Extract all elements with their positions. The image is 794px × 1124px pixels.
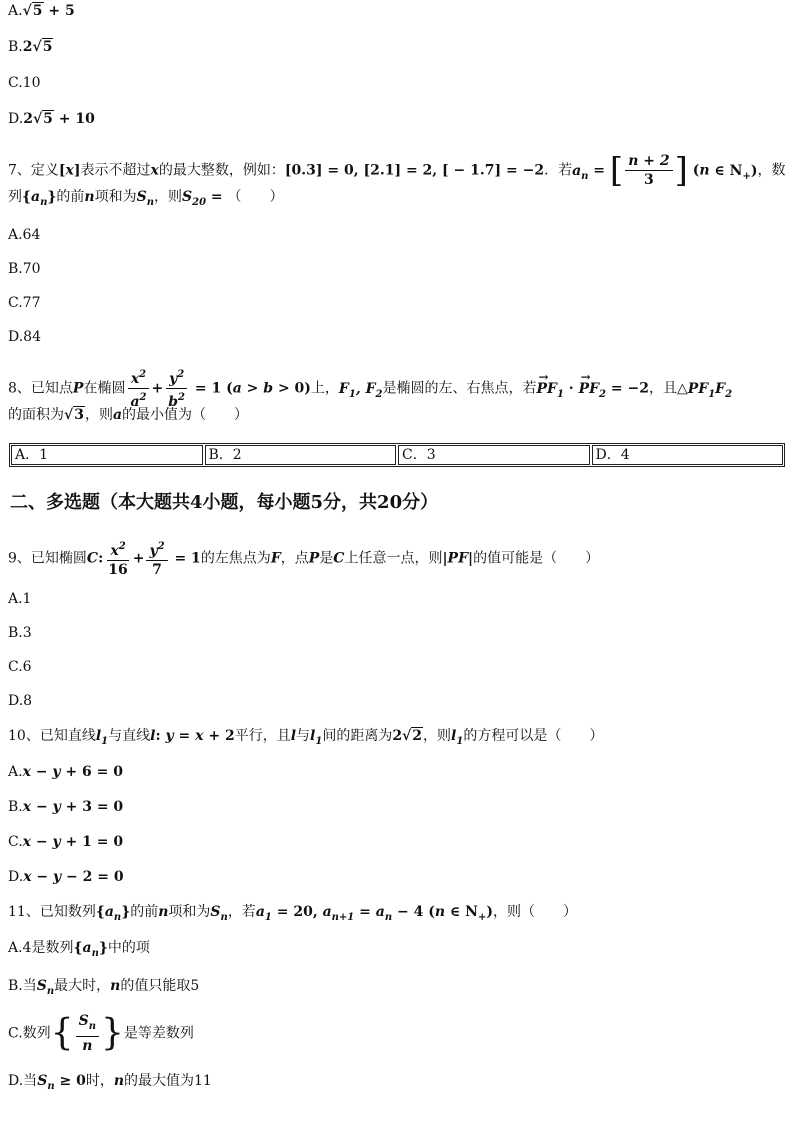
q10-stem: 10、已知直线$l_1$与直线l: y = x + 2平行，且l与$l_1$间的距离为2√2，则$l_1$的方程可以是（ ） xyxy=(8,728,604,747)
q10-option-d: D.x − y − 2 = 0 xyxy=(8,869,124,885)
q8-option-b: B．2 xyxy=(205,445,397,465)
q11-option-c: C.数列{ $\frac{S_n}{n}$ }是等差数列 xyxy=(8,1012,194,1054)
q9-option-d: D.8 xyxy=(8,693,33,709)
q8-options-table xyxy=(9,443,785,467)
q7-stem-line1: 7、定义[x]表示不超过x的最大整数，例如：[0.3] = 0, [2.1] = 2, [ − 1.7] = −2．若$a_n$ = [ $\frac{n + 2}{3}$ ] (n ∈ $N_+$)，数 xyxy=(8,150,786,191)
q8-option-c: C．3 xyxy=(398,445,590,465)
q7-option-b: B.70 xyxy=(8,261,41,277)
q7-option-d: D.84 xyxy=(8,329,41,345)
sqrt-5: √5 xyxy=(22,3,43,19)
q10-option-b: B.x − y + 3 = 0 xyxy=(8,799,124,815)
q7-stem-line2: 列$\{a_n\}$的前n项和为$S_n$，则$S_{20}$ = （ ） xyxy=(8,189,284,208)
q11-stem: 11、已知数列$\{a_n\}$的前n项和为$S_n$，若$a_1 = 20$, $a_{n+1} = a_n - 4$ (n ∈ $N_+$)，则（ ） xyxy=(8,904,577,923)
q6-option-d: D.2√5 + 10 xyxy=(8,111,95,127)
section-title-multiple-choice: 二、多选题（本大题共4小题，每小题5分，共20分） xyxy=(10,492,439,513)
q10-option-a: A.x − y + 6 = 0 xyxy=(8,764,123,780)
q9-option-c: C.6 xyxy=(8,659,32,675)
q11-option-a: A.4是数列$\{a_n\}$中的项 xyxy=(8,940,150,959)
q9-stem: 9、已知椭圆C: $\frac{x^2}{16}$ + $\frac{y^2}{7}$ = 1的左焦点为F，点P是C上任意一点，则|PF|的值可能是（ ） xyxy=(8,538,599,579)
q6-option-a: A.√5 + 5 xyxy=(8,0,75,22)
q7-option-c: C.77 xyxy=(8,295,41,311)
q6-option-b: B.2√5 xyxy=(8,39,53,55)
q11-option-b: B.当$S_n$最大时，n的值只能取5 xyxy=(8,978,200,997)
q10-option-c: C.x − y + 1 = 0 xyxy=(8,834,124,850)
q9-option-a: A.1 xyxy=(8,591,32,607)
q8-option-d: D．4 xyxy=(592,445,784,465)
q8-stem-line2: 的面积为√3，则a的最小值为（ ） xyxy=(8,407,249,423)
q7-fraction: $\frac{n + 2}{3}$ xyxy=(625,152,672,189)
q9-option-b: B.3 xyxy=(8,625,32,641)
q7-option-a: A.64 xyxy=(8,227,41,243)
q11-option-d: D.当$S_n \ge 0$时，n的最大值为11 xyxy=(8,1073,212,1092)
q8-stem-line1: 8、已知点P在椭圆 $\frac{x^2}{a^2}$ + $\frac{y^2}{b^2}$ = 1 (a > b > 0)上，$F_1$, $F_2$是椭圆的左、右焦点，若→ $PF_1$ · → $PF_2 = -2$，且$\triangle PF_1F_2$ xyxy=(8,366,732,412)
q8-option-a: A．1 xyxy=(11,445,203,465)
q6-option-c: C.10 xyxy=(8,75,41,91)
